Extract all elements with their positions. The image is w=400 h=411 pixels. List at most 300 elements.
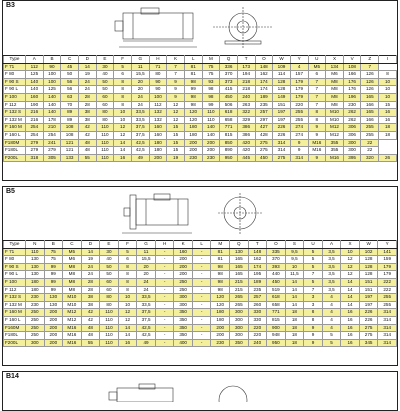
- dimension-cell: -: [155, 332, 174, 340]
- dimension-cell: 10: [114, 109, 132, 117]
- dimension-cell: 336: [220, 63, 238, 71]
- dimension-cell: 300: [343, 139, 361, 147]
- table-row: [4, 86, 397, 94]
- dimension-cell: 14: [78, 63, 96, 71]
- dimension-cell: 160: [26, 93, 44, 101]
- dimension-cell: 265: [230, 301, 249, 309]
- dimension-cell: 180: [211, 309, 230, 317]
- dimension-cell: 24: [78, 78, 96, 86]
- dimension-cell: 222: [378, 286, 397, 294]
- dimension-cell: 220: [290, 101, 308, 109]
- dimension-cell: 112: [26, 63, 44, 71]
- dimension-cell: M8: [63, 271, 82, 279]
- dimension-cell: 420: [237, 139, 255, 147]
- dimension-cell: 140: [202, 131, 220, 139]
- dimension-cell: M16: [308, 147, 326, 155]
- column-header: D: [78, 56, 96, 64]
- b3-label: B3: [6, 2, 15, 9]
- dimension-cell: 110: [100, 309, 119, 317]
- dimension-cell: -: [192, 294, 211, 302]
- dimension-cell: -: [155, 324, 174, 332]
- dimension-cell: 110: [96, 131, 114, 139]
- dimension-cell: 355: [326, 147, 344, 155]
- dimension-cell: 108: [343, 63, 361, 71]
- dimension-cell: 197: [273, 116, 291, 124]
- dimension-cell: 200: [44, 324, 63, 332]
- dimension-cell: 166: [343, 71, 361, 79]
- motor-type-cell: F 90 S: [4, 263, 26, 271]
- dimension-cell: 19: [167, 154, 185, 162]
- dimension-cell: 42: [78, 131, 96, 139]
- dimension-cell: 120: [184, 109, 202, 117]
- dimension-cell: 100: [43, 78, 61, 86]
- dimension-cell: 300: [230, 316, 249, 324]
- dimension-cell: 24: [81, 271, 100, 279]
- dimension-cell: 254: [43, 131, 61, 139]
- dimension-cell: 15,5: [137, 256, 156, 264]
- motor-type-cell: F 160 L: [4, 131, 26, 139]
- table-row: [4, 256, 397, 264]
- dimension-cell: 12: [167, 109, 185, 117]
- dimension-cell: 165: [230, 256, 249, 264]
- dimension-cell: 160: [174, 248, 193, 256]
- dimension-cell: 12: [167, 116, 185, 124]
- column-header: G: [131, 56, 149, 64]
- dimension-cell: 306: [343, 131, 361, 139]
- dimension-cell: 16: [341, 332, 360, 340]
- dimension-cell: 230: [26, 294, 45, 302]
- dimension-cell: 148: [255, 63, 273, 71]
- dimension-cell: 48: [78, 139, 96, 147]
- dimension-cell: 5: [304, 248, 323, 256]
- dimension-cell: 255: [290, 109, 308, 117]
- dimension-cell: -: [155, 301, 174, 309]
- motor-type-cell: F 112: [4, 286, 26, 294]
- dimension-cell: 235: [248, 286, 267, 294]
- dimension-cell: 220: [248, 324, 267, 332]
- dimension-cell: 257: [255, 109, 273, 117]
- table-row: [4, 324, 397, 332]
- dimension-cell: 275: [359, 332, 378, 340]
- column-header: O: [267, 241, 286, 249]
- dimension-cell: 428: [255, 131, 273, 139]
- dimension-cell: 386: [237, 124, 255, 132]
- dimension-cell: 200: [44, 339, 63, 347]
- dimension-cell: 130: [26, 263, 45, 271]
- dimension-cell: 3,5: [322, 256, 341, 264]
- dimension-cell: 4: [322, 316, 341, 324]
- dimension-cell: 33,5: [137, 294, 156, 302]
- dimension-cell: 19: [78, 71, 96, 79]
- dimension-cell: 200: [174, 256, 193, 264]
- dimension-cell: 215: [230, 286, 249, 294]
- motor-type-cell: F 112: [4, 101, 26, 109]
- dimension-cell: 110: [96, 139, 114, 147]
- column-header: W: [273, 56, 291, 64]
- dimension-cell: 110: [202, 116, 220, 124]
- dimension-cell: 50: [96, 78, 114, 86]
- dimension-cell: 815: [220, 131, 238, 139]
- dimension-cell: 110: [26, 248, 45, 256]
- table-row: [4, 278, 397, 286]
- dimension-cell: -: [155, 248, 174, 256]
- dimension-cell: 200: [44, 316, 63, 324]
- dimension-cell: -: [192, 256, 211, 264]
- dimension-cell: 216: [26, 116, 44, 124]
- dimension-cell: 180: [26, 286, 45, 294]
- dimension-cell: 262: [343, 116, 361, 124]
- dimension-cell: 80: [96, 109, 114, 117]
- dimension-cell: 180: [184, 124, 202, 132]
- column-header: T: [248, 241, 267, 249]
- dimension-cell: 197: [273, 109, 291, 117]
- dimension-cell: 6: [118, 256, 137, 264]
- dimension-cell: 950: [220, 154, 238, 162]
- dimension-cell: 19: [81, 256, 100, 264]
- dimension-cell: 166: [361, 101, 379, 109]
- dimension-cell: 160: [149, 124, 167, 132]
- dimension-cell: 3: [304, 301, 323, 309]
- dimension-cell: 98: [184, 78, 202, 86]
- b3-section: [2, 0, 398, 181]
- motor-type-cell: F 160 L: [4, 316, 26, 324]
- dimension-cell: 151: [359, 286, 378, 294]
- dimension-cell: 314: [378, 309, 397, 317]
- dimension-cell: 3,5: [322, 278, 341, 286]
- column-header: Type: [4, 56, 26, 64]
- dimension-cell: 8: [308, 109, 326, 117]
- dimension-cell: 179: [290, 86, 308, 94]
- dimension-cell: 99: [44, 286, 63, 294]
- dimension-cell: 157: [290, 71, 308, 79]
- dimension-cell: M10: [63, 301, 82, 309]
- dimension-cell: 130: [230, 248, 249, 256]
- dimension-cell: 216: [26, 109, 44, 117]
- dimension-cell: 125: [26, 71, 44, 79]
- dimension-cell: 8: [114, 78, 132, 86]
- dimension-cell: 112: [149, 101, 167, 109]
- dimension-cell: 130: [26, 271, 45, 279]
- dimension-cell: 4: [322, 301, 341, 309]
- dimension-cell: 33,5: [131, 116, 149, 124]
- dimension-cell: 16: [341, 339, 360, 347]
- dimension-cell: 22: [361, 139, 379, 147]
- column-header: I: [379, 56, 397, 64]
- dimension-cell: 14: [285, 278, 304, 286]
- dimension-cell: 771: [220, 124, 238, 132]
- column-header: H: [155, 241, 174, 249]
- dimension-cell: 90: [149, 78, 167, 86]
- dimension-cell: 50: [96, 86, 114, 94]
- dimension-cell: M12: [326, 131, 344, 139]
- dimension-cell: -: [192, 248, 211, 256]
- dimension-cell: 165: [361, 109, 379, 117]
- column-header: U: [308, 56, 326, 64]
- table-row: [4, 309, 397, 317]
- dimension-cell: 300: [230, 309, 249, 317]
- dimension-cell: 37,5: [137, 309, 156, 317]
- dimension-cell: 90: [149, 86, 167, 94]
- dimension-cell: M10: [63, 294, 82, 302]
- dimension-cell: 24: [131, 101, 149, 109]
- dimension-cell: 195: [248, 271, 267, 279]
- dimension-cell: 255: [361, 124, 379, 132]
- dimension-cell: 250: [174, 286, 193, 294]
- dimension-cell: 20: [137, 271, 156, 279]
- dimension-cell: 179: [290, 93, 308, 101]
- dimension-cell: 10: [285, 263, 304, 271]
- dimension-cell: 355: [326, 139, 344, 147]
- dimension-cell: 180: [149, 139, 167, 147]
- dimension-cell: 14: [285, 294, 304, 302]
- dimension-cell: 42: [81, 316, 100, 324]
- dimension-cell: 126: [361, 86, 379, 94]
- dimension-cell: 165: [361, 93, 379, 101]
- dimension-cell: 260: [248, 301, 267, 309]
- dimension-cell: 128: [359, 256, 378, 264]
- dimension-cell: 226: [273, 124, 291, 132]
- dimension-cell: 6: [308, 71, 326, 79]
- dimension-cell: 10: [341, 248, 360, 256]
- column-header: C: [61, 56, 79, 64]
- dimension-cell: 250: [26, 332, 45, 340]
- dimension-cell: 4: [322, 309, 341, 317]
- dimension-cell: 28: [81, 286, 100, 294]
- dimension-cell: 18: [379, 124, 397, 132]
- dimension-cell: 174: [255, 86, 273, 94]
- dimension-cell: 5: [114, 63, 132, 71]
- dimension-cell: -: [155, 294, 174, 302]
- dimension-cell: 55: [81, 339, 100, 347]
- table-row: [4, 93, 397, 101]
- dimension-cell: 180: [149, 147, 167, 155]
- dimension-cell: 24: [137, 278, 156, 286]
- dimension-cell: 240: [237, 93, 255, 101]
- dimension-cell: 176: [343, 78, 361, 86]
- dimension-cell: 400: [174, 339, 193, 347]
- motor-type-cell: F 100: [4, 278, 26, 286]
- dimension-cell: 8: [308, 116, 326, 124]
- column-header: B: [43, 56, 61, 64]
- dimension-cell: 89: [61, 109, 79, 117]
- dimension-cell: M8: [63, 278, 82, 286]
- dimension-cell: 230: [211, 339, 230, 347]
- dimension-cell: 8: [118, 278, 137, 286]
- dimension-cell: M10: [326, 109, 344, 117]
- dimension-cell: 8: [118, 263, 137, 271]
- dimension-cell: 226: [273, 131, 291, 139]
- dimension-cell: 3,5: [322, 286, 341, 294]
- dimension-cell: M10: [326, 116, 344, 124]
- dimension-cell: 40: [96, 71, 114, 79]
- dimension-cell: 300: [343, 147, 361, 155]
- dimension-cell: M16: [63, 339, 82, 347]
- dimension-cell: 75: [202, 63, 220, 71]
- dimension-cell: 165: [230, 271, 249, 279]
- dimension-cell: 11,5: [285, 271, 304, 279]
- dimension-cell: 81: [211, 248, 230, 256]
- dimension-cell: M16: [63, 332, 82, 340]
- dimension-cell: 148: [248, 248, 267, 256]
- dimension-cell: 30: [96, 63, 114, 71]
- table-row: [4, 286, 397, 294]
- dimension-cell: 70: [61, 101, 79, 109]
- dimension-cell: 98: [184, 93, 202, 101]
- column-header: Type: [4, 241, 26, 249]
- dimension-cell: 240: [248, 339, 267, 347]
- dimension-cell: 28: [81, 278, 100, 286]
- dimension-cell: 160: [149, 131, 167, 139]
- dimension-cell: 11: [137, 248, 156, 256]
- dimension-cell: 48: [81, 332, 100, 340]
- dimension-cell: 60: [96, 101, 114, 109]
- dimension-cell: 15: [167, 147, 185, 155]
- dimension-cell: 900: [267, 324, 286, 332]
- b5-label: B5: [6, 188, 15, 195]
- dimension-cell: 250: [26, 324, 45, 332]
- dimension-cell: 63: [61, 93, 79, 101]
- motor-type-cell: F 80: [4, 256, 26, 264]
- dimension-cell: 128: [359, 271, 378, 279]
- dimension-cell: 162: [255, 71, 273, 79]
- dimension-cell: 121: [61, 147, 79, 155]
- column-header: L: [192, 241, 211, 249]
- table-row: [4, 154, 397, 162]
- dimension-cell: 440: [267, 271, 286, 279]
- dimension-cell: 132: [149, 116, 167, 124]
- motor-type-cell: F180L: [4, 332, 26, 340]
- dimension-cell: 8: [118, 286, 137, 294]
- dimension-cell: 42: [78, 124, 96, 132]
- dimension-cell: 196: [343, 93, 361, 101]
- motor-type-cell: F200L: [4, 339, 26, 347]
- dimension-cell: 10: [379, 93, 397, 101]
- dimension-cell: 179: [290, 78, 308, 86]
- dimension-cell: 110: [100, 324, 119, 332]
- column-header: E: [96, 56, 114, 64]
- dimension-cell: 5: [322, 332, 341, 340]
- dimension-cell: 9: [308, 154, 326, 162]
- motor-type-cell: F160M: [4, 324, 26, 332]
- dimension-cell: 10: [379, 86, 397, 94]
- column-header: X: [326, 56, 344, 64]
- column-header: Y: [378, 241, 397, 249]
- dimension-cell: 16: [114, 154, 132, 162]
- dimension-cell: M12: [326, 124, 344, 132]
- dimension-cell: 279: [26, 147, 44, 155]
- dimension-cell: -: [155, 263, 174, 271]
- dimension-cell: 14: [118, 324, 137, 332]
- table-row: [4, 248, 397, 256]
- b3-motor-drawing: [113, 3, 283, 53]
- column-header: G: [137, 241, 156, 249]
- dimension-cell: 125: [43, 86, 61, 94]
- dimension-cell: 120: [211, 301, 230, 309]
- dimension-cell: 189: [255, 93, 273, 101]
- dimension-cell: 14: [81, 248, 100, 256]
- dimension-cell: 200: [211, 324, 230, 332]
- table-row: [4, 124, 397, 132]
- dimension-cell: 71: [149, 63, 167, 71]
- dimension-cell: 49: [131, 154, 149, 162]
- dimension-cell: 12: [167, 101, 185, 109]
- dimension-cell: 134: [326, 63, 344, 71]
- dimension-cell: 159: [378, 256, 397, 264]
- dimension-cell: 110: [96, 124, 114, 132]
- dimension-cell: 99: [44, 271, 63, 279]
- dimension-cell: 132: [149, 109, 167, 117]
- dimension-cell: -: [155, 278, 174, 286]
- column-header: L: [184, 56, 202, 64]
- column-header: A: [322, 241, 341, 249]
- dimension-cell: 250: [26, 309, 45, 317]
- dimension-cell: 18: [379, 131, 397, 139]
- dimension-cell: 108: [61, 124, 79, 132]
- dimension-cell: 350: [174, 332, 193, 340]
- dimension-cell: 200: [202, 147, 220, 155]
- dimension-cell: 415: [220, 86, 238, 94]
- dimension-cell: 128: [273, 86, 291, 94]
- dimension-cell: 300: [230, 332, 249, 340]
- column-header: F: [118, 241, 137, 249]
- dimension-cell: 10: [114, 116, 132, 124]
- dimension-cell: 275: [273, 154, 291, 162]
- dimension-cell: 658: [220, 116, 238, 124]
- dimension-cell: 110: [96, 147, 114, 155]
- dimension-cell: 274: [290, 124, 308, 132]
- dimension-cell: 109: [273, 63, 291, 71]
- dimension-cell: 9: [167, 78, 185, 86]
- dimension-cell: 220: [248, 332, 267, 340]
- dimension-cell: 18: [285, 324, 304, 332]
- dimension-cell: 151: [359, 278, 378, 286]
- column-header: H: [149, 56, 167, 64]
- dimension-cell: -: [192, 278, 211, 286]
- dimension-cell: 180: [26, 278, 45, 286]
- dimension-cell: 250: [174, 278, 193, 286]
- dimension-cell: 200: [184, 139, 202, 147]
- column-header: N: [26, 241, 45, 249]
- motor-type-cell: F 90 L: [4, 86, 26, 94]
- dimension-cell: 37,5: [131, 124, 149, 132]
- motor-type-cell: F 90 S: [4, 78, 26, 86]
- dimension-cell: 275: [255, 139, 273, 147]
- dimension-cell: 14: [341, 286, 360, 294]
- table-row: [4, 263, 397, 271]
- dimension-cell: 18: [285, 332, 304, 340]
- dimension-cell: 100: [43, 71, 61, 79]
- dimension-cell: 141: [378, 248, 397, 256]
- dimension-cell: 275: [255, 147, 273, 155]
- dimension-cell: 200: [202, 139, 220, 147]
- dimension-cell: 38: [78, 109, 96, 117]
- dimension-cell: 179: [378, 271, 397, 279]
- dimension-cell: 197: [359, 301, 378, 309]
- dimension-cell: 174: [248, 263, 267, 271]
- dimension-cell: 345: [359, 339, 378, 347]
- dimension-cell: 10: [379, 78, 397, 86]
- dimension-cell: 24: [81, 263, 100, 271]
- motor-type-cell: F 160 M: [4, 309, 26, 317]
- column-header: S: [285, 241, 304, 249]
- dimension-cell: 14: [341, 278, 360, 286]
- dimension-cell: 950: [267, 339, 286, 347]
- dimension-cell: 16: [341, 324, 360, 332]
- column-header: Q: [220, 56, 238, 64]
- dimension-cell: 5: [304, 278, 323, 286]
- dimension-cell: 230: [343, 101, 361, 109]
- dimension-cell: 55: [78, 154, 96, 162]
